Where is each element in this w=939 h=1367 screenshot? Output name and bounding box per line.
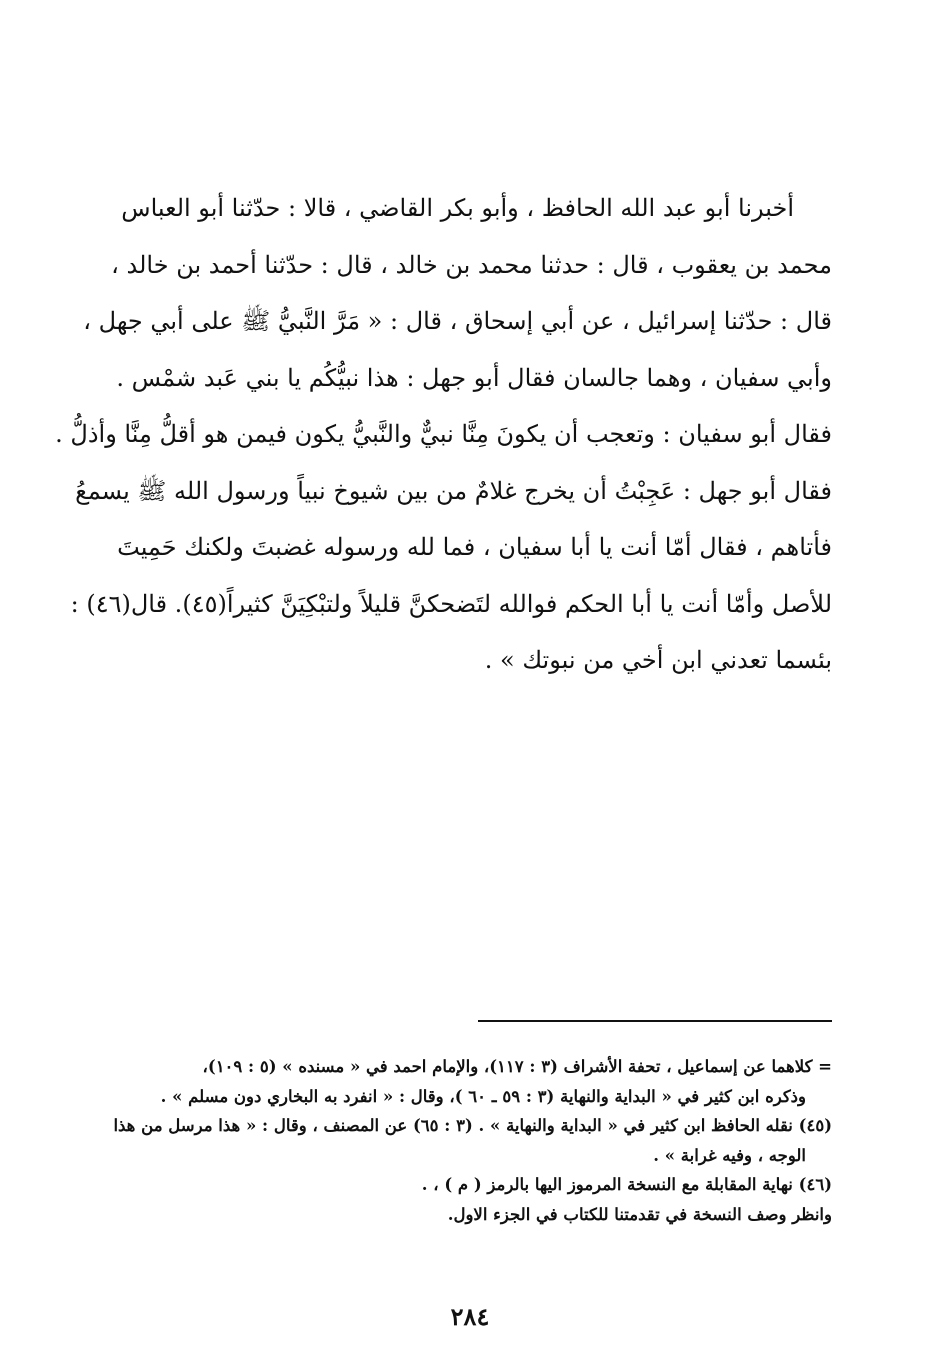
footnote-line: الوجه ، وفيه غرابة » . (653, 1145, 806, 1165)
main-text-line: فقال أبو جهل : عَجِبْتُ أن يخرج غلامٌ من بين شيوخ نبياً ورسول الله ﷺ يسمعُ (75, 476, 832, 505)
main-text-line: أخبرنا أبو عبد الله الحافظ ، وأبو بكر القاضي ، قالا : حدّثنا أبو العباس (121, 194, 794, 222)
footnote-line: وانظر وصف النسخة في تقدمتنا للكتاب في الجزء الاول. (447, 1204, 832, 1224)
footnotes-block (104, 1052, 832, 1229)
main-text-line: وأبي سفيان ، وهما جالسان فقال أبو جهل : هذا نبيُّكُم يا بني عَبد شمْس . (116, 363, 832, 392)
footnote-line: (٤٦) نهاية المقابلة مع النسخة المرموز اليها بالرمز ( م ) ، . (421, 1175, 832, 1194)
footnote-line: (٤٥) نقله الحافظ ابن كثير في « البداية والنهاية » . (٣ : ٦٥) عن المصنف ، وقال : « هذا مرسل من هذا (113, 1116, 832, 1135)
footnote-divider (478, 1020, 832, 1022)
main-text-line: للأصل وأمّا أنت يا أبا الحكم فوالله لتَضحكنَّ قليلاً ولتبْكِيَنَّ كثيراً(٤٥). قال(٤٦) : (70, 589, 832, 618)
main-text-line: بئسما تعدني ابن أخي من نبوتك » . (484, 646, 832, 674)
main-text-block (55, 180, 832, 689)
footnote-line: وذكره ابن كثير في « البداية والنهاية (٣ : ٥٩ ـ ٦٠ )، وقال : « انفرد به البخاري دون مسلم » . (160, 1086, 806, 1106)
page-number: ٢٨٤ (450, 1302, 490, 1331)
footnote-line: = كلاهما عن إسماعيل ، تحفة الأشراف (٣ : ١١٧)، والإمام احمد في « مسنده » (٥ : ١٠٩)، (202, 1057, 832, 1076)
main-text-line: محمد بن يعقوب ، قال : حدثنا محمد بن خالد ، قال : حدّثنا أحمد بن خالد ، (111, 250, 832, 279)
main-text-line: قال : حدّثنا إسرائيل ، عن أبي إسحاق ، قال : « مَرَّ النَّبيُّ ﷺ على أبي جهل ، (83, 307, 832, 335)
main-text-line: فأتاهم ، فقال أمّا أنت يا أبا سفيان ، فما لله ورسوله غضبتَ ولكنك حَمِيتَ (117, 533, 832, 561)
main-text-line: فقال أبو سفيان : وتعجب أن يكونَ مِنَّا نبيٌّ والنَّبيُّ يكون فيمن هو أقلُّ مِنَّا وأذلُّ . (55, 420, 832, 448)
